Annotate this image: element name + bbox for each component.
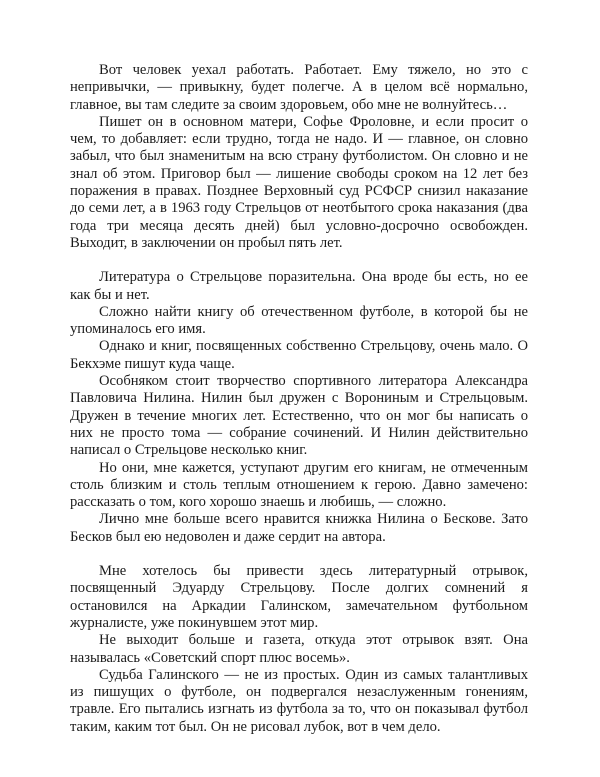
section-3	[70, 563, 528, 736]
paragraph: Не выходит больше и газета, откуда этот отрывок взят. Она называлась «Советский спорт плюс восемь».	[70, 632, 528, 666]
paragraph: Мне хотелось бы привести здесь литературный отрывок, посвященный Эдуарду Стрельцову. После долгих сомнений я остановился на Аркадии Галинском, замечательном футбольном журналисте, уже покинувшем этот мир.	[70, 563, 528, 631]
paragraph: Лично мне больше всего нравится книжка Нилина о Бескове. Зато Бесков был ею недоволен и даже сердит на автора.	[70, 511, 528, 545]
paragraph: Однако и книг, посвященных собственно Стрельцову, очень мало. О Бекхэме пишут куда чаще.	[70, 338, 528, 372]
section-1	[70, 62, 528, 252]
paragraph: Литература о Стрельцове поразительна. Она вроде бы есть, но ее как бы и нет.	[70, 269, 528, 303]
paragraph: Но они, мне кажется, уступают другим его книгам, не отмеченным столь близким и столь теплым отношением к герою. Давно замечено: рассказать о том, кого хорошо знаешь и любишь, — сложно.	[70, 459, 528, 511]
section-divider	[70, 252, 528, 269]
paragraph: Вот человек уехал работать. Работает. Ему тяжело, но это с непривычки, — привыкну, будет полегче. А в целом всё нормально, главное, вы там следите за своим здоровьем, обо мне не волнуйтесь…	[70, 62, 528, 113]
paragraph: Пишет он в основном матери, Софье Фроловне, и если просит о чем, то добавляет: если трудно, тогда не надо. И — главное, он словно забыл, что был знаменитым на всю страну футболистом. Он словно и не знал об этом. Приговор был — лишение свободы сроком на 12 лет без поражения в правах. Позднее Верховный суд РСФСР снизил наказание до семи лет, а в 1963 году Стрельцов от неотбытого срока наказания (два года три месяца десять дней) был условно-досрочно освобожден. Выходит, в заключении он пробыл пять лет.	[70, 113, 528, 251]
paragraph: Сложно найти книгу об отечественном футболе, в которой бы не упоминалось его имя.	[70, 303, 528, 338]
section-2	[70, 269, 528, 546]
section-divider	[70, 546, 528, 563]
document-page	[70, 62, 528, 736]
paragraph: Судьба Галинского — не из простых. Один из самых талантливых из пишущих о футболе, он подвергался незаслуженным гонениям, травле. Его пытались изгнать из футбола за то, что он показывал футбол таким, каким тот был. Он не рисовал лубок, вот в чем дело.	[70, 666, 528, 735]
paragraph: Особняком стоит творчество спортивного литератора Александра Павловича Нилина. Нилин был дружен с Ворониным и Стрельцовым. Дружен в течение многих лет. Естественно, что он мог бы написать о них не просто тома — собрание сочинений. И Нилин действительно написал о Стрельцове несколько книг.	[70, 373, 528, 459]
